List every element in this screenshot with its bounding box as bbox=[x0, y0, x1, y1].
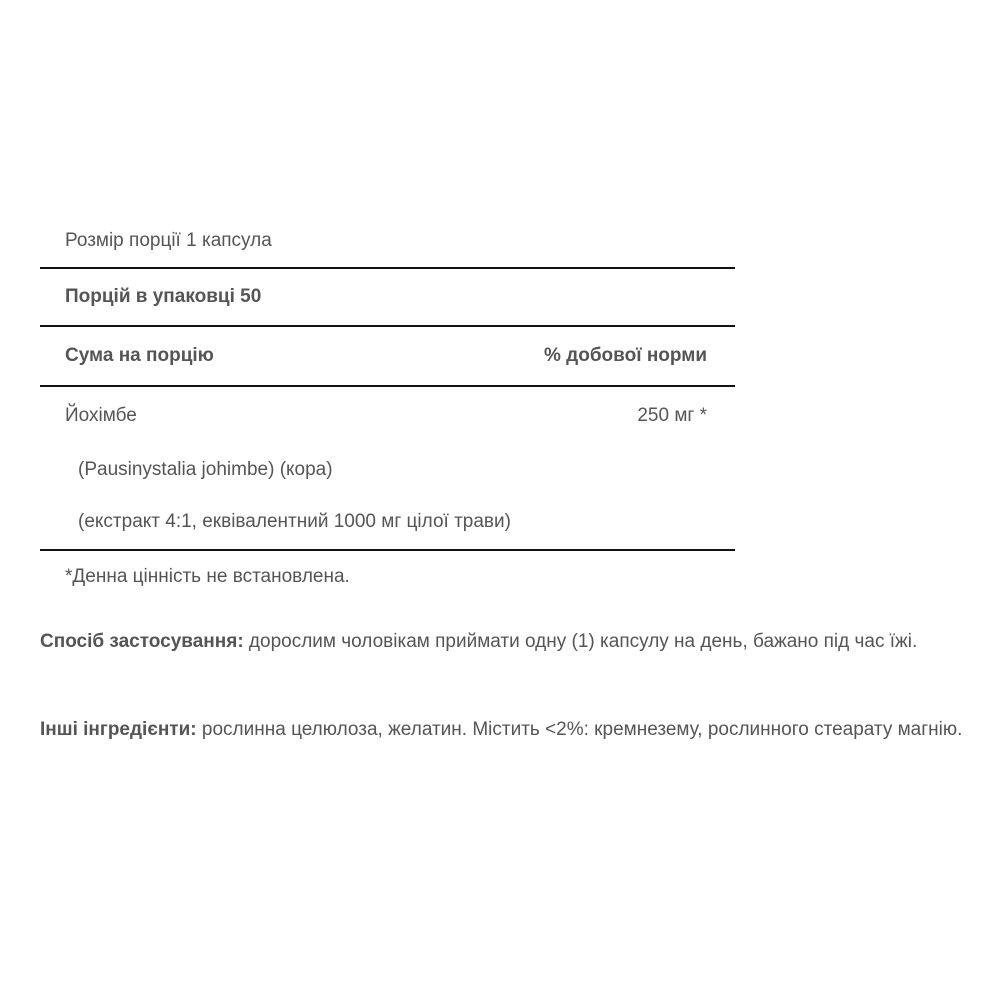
serving-size: Розмір порції 1 капсула bbox=[65, 230, 272, 251]
amount-per-serving-header: Сума на порцію bbox=[65, 345, 214, 366]
table-header-row bbox=[40, 327, 735, 385]
serving-size-row bbox=[40, 220, 735, 267]
directions-label: Спосіб застосування: bbox=[40, 631, 244, 652]
daily-value-header: % добової норми bbox=[543, 345, 707, 366]
divider bbox=[40, 549, 735, 551]
daily-value-footnote: *Денна цінність не встановлена. bbox=[65, 566, 350, 587]
ingredient-row bbox=[40, 387, 735, 445]
directions-paragraph bbox=[40, 627, 980, 657]
directions-text: дорослим чоловікам приймати одну (1) капсулу на день, бажано під час їжі. bbox=[243, 631, 918, 652]
other-ingredients-paragraph bbox=[40, 715, 980, 745]
supplement-facts-table bbox=[40, 220, 735, 551]
ingredient-name: Йохімбе bbox=[65, 405, 137, 426]
ingredient-source: (Pausinystalia johimbe) (кора) bbox=[78, 459, 333, 480]
other-ingredients-label: Інші інгредієнти: bbox=[40, 719, 197, 740]
other-ingredients-text: рослинна целюлоза, желатин. Містить <2%: кремнезему, рослинного стеарату магнію. bbox=[196, 719, 963, 740]
servings-per-container: Порцій в упаковці 50 bbox=[65, 286, 262, 307]
servings-per-container-row bbox=[40, 269, 735, 325]
ingredient-amount: 250 мг * bbox=[637, 405, 707, 426]
ingredient-detail-row bbox=[40, 495, 735, 549]
ingredient-detail-row bbox=[40, 445, 735, 495]
ingredient-extract: (екстракт 4:1, еквівалентний 1000 мг цілої трави) bbox=[78, 511, 511, 532]
